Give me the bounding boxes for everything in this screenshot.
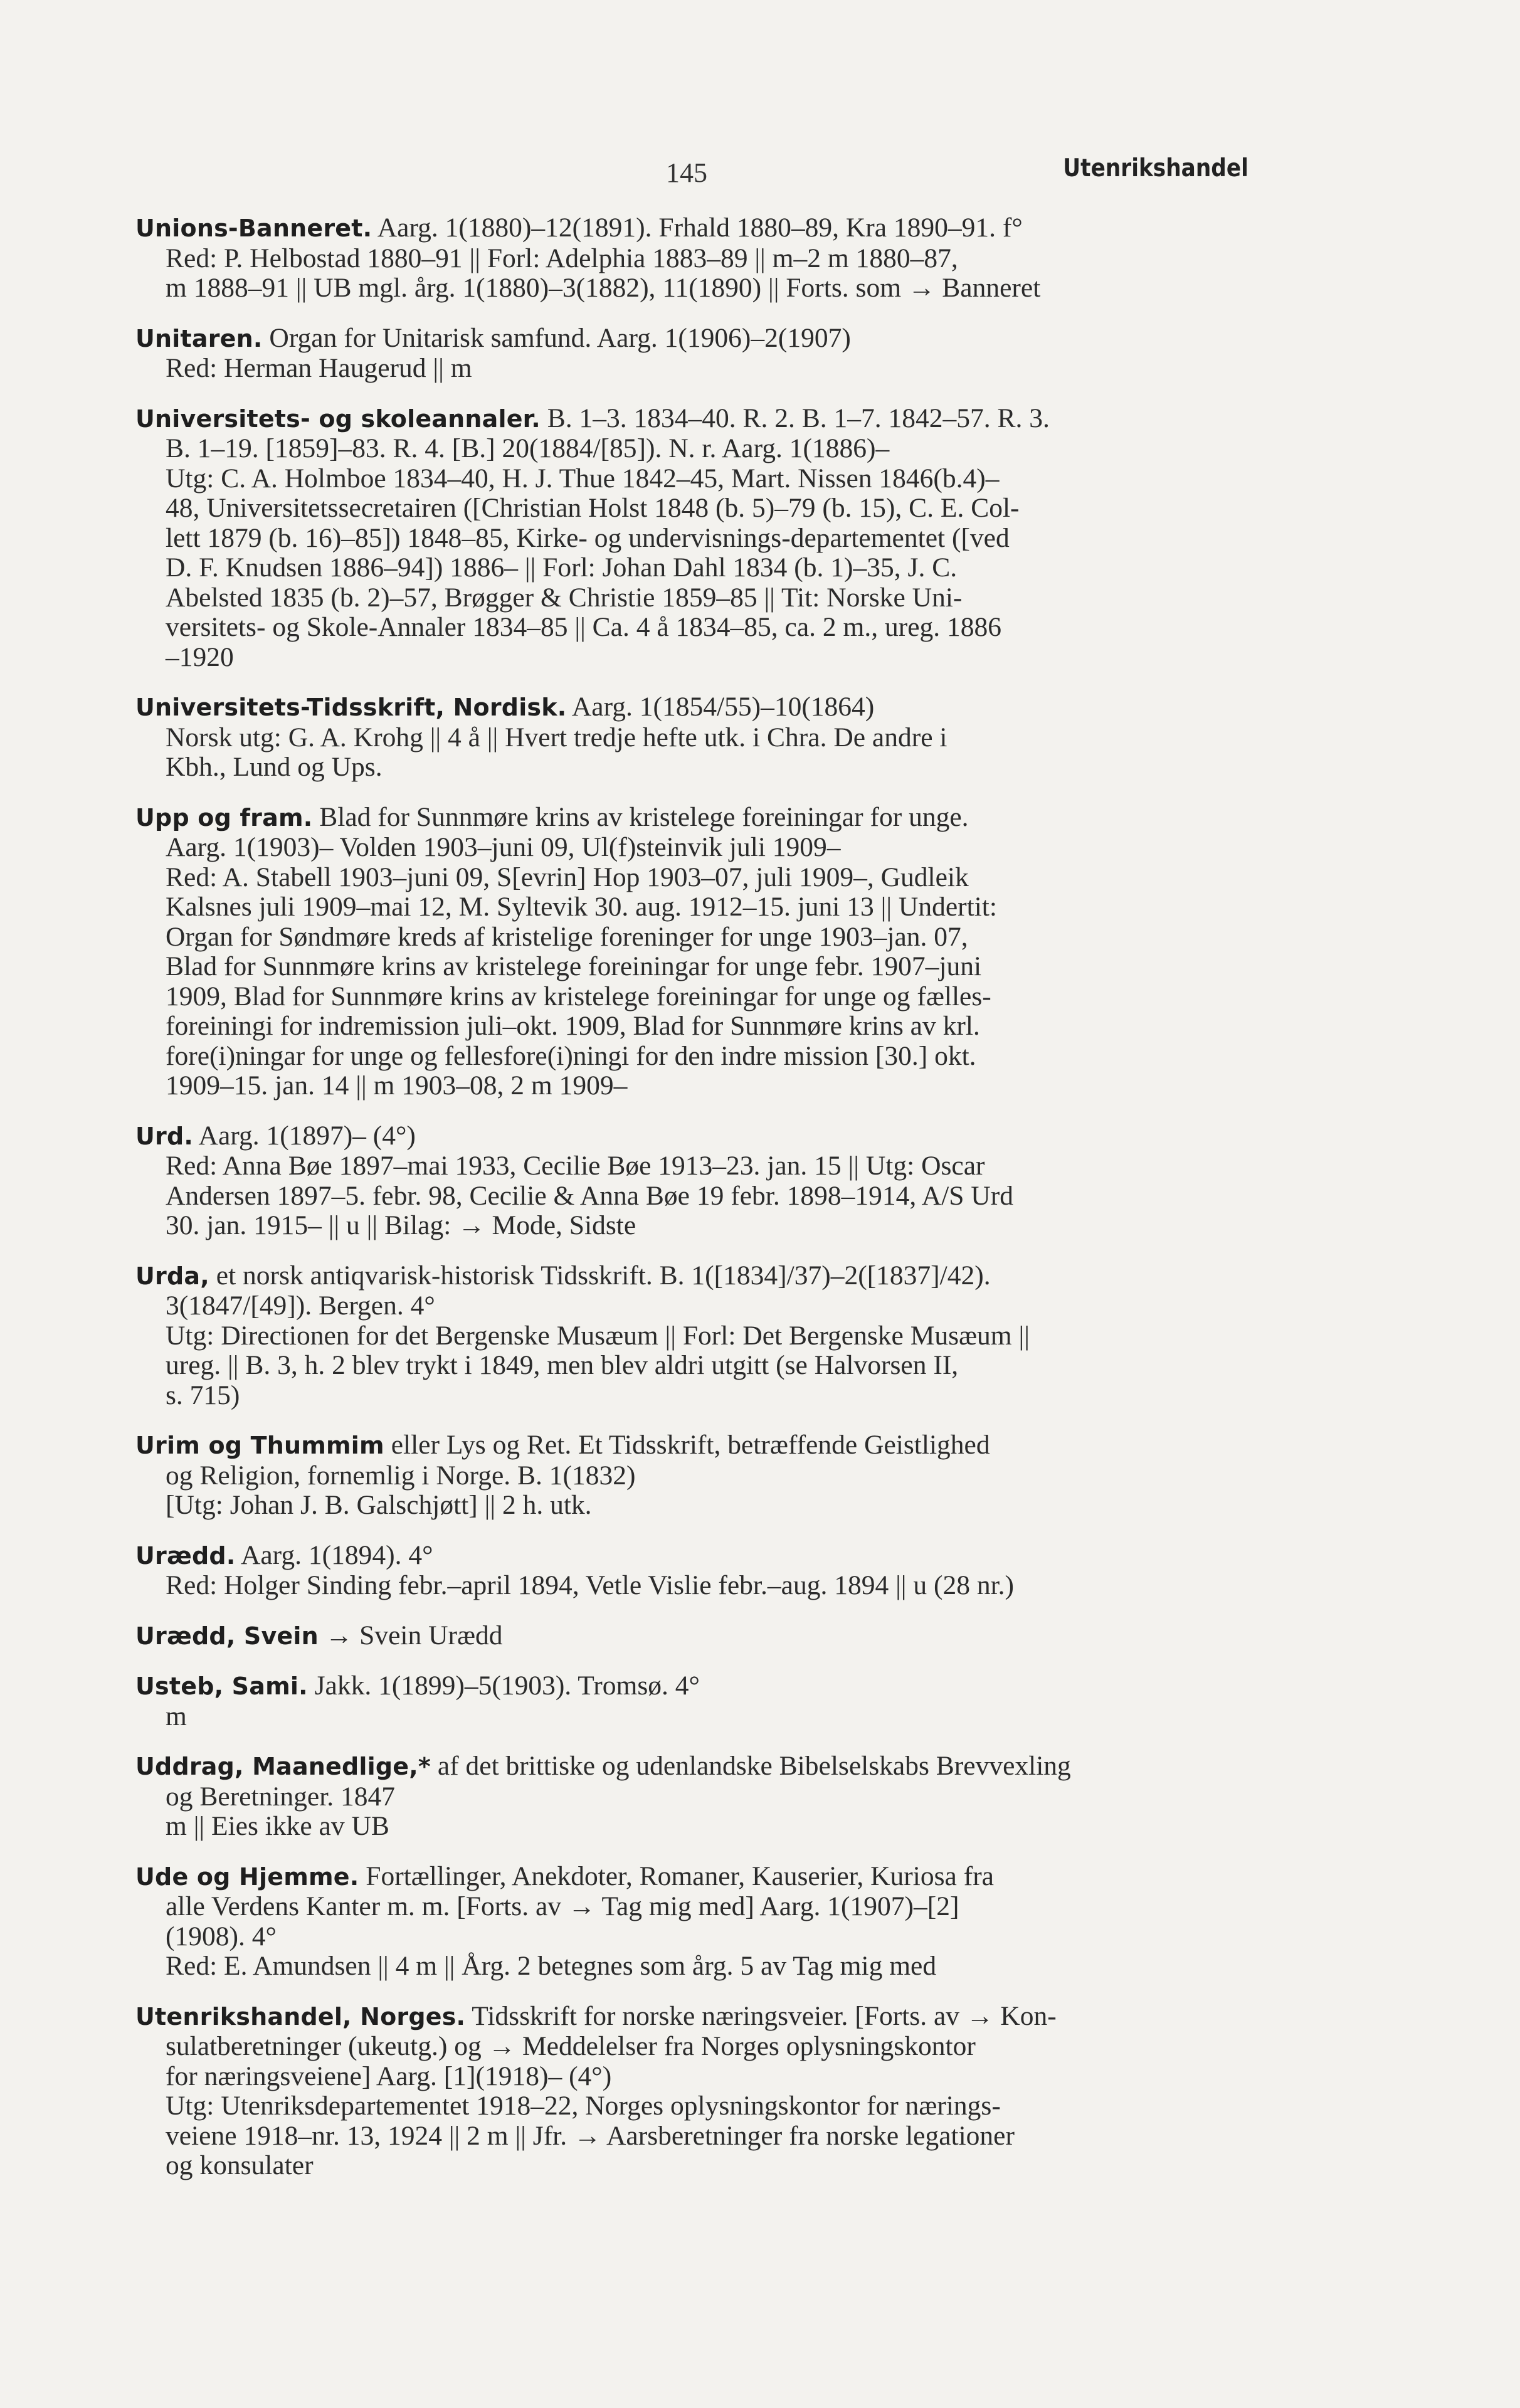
catalog-entry: [135, 1121, 1245, 1241]
entry-first-line: [135, 1671, 1245, 1702]
entry-line: D. F. Knudsen 1886–94]) 1886– || Forl: Johan Dahl 1834 (b. 1)–35, J. C.: [166, 552, 958, 583]
entry-first-text: Aarg. 1(1894). 4°: [240, 1539, 433, 1570]
entry-line: m || Eies ikke av UB: [166, 1811, 389, 1841]
entry-line: Utg: Directionen for det Bergenske Musæum || Forl: Det Bergenske Musæum ||: [166, 1320, 1030, 1351]
entry-line: (1908). 4°: [166, 1921, 277, 1951]
entry-first-text: Organ for Unitarisk samfund. Aarg. 1(1906)–2(1907): [269, 322, 851, 353]
entry-line: Red: A. Stabell 1903–juni 09, S[evrin] Hop 1903–07, juli 1909–, Gudleik: [166, 862, 969, 892]
entry-heading: Usteb, Sami.: [135, 1672, 308, 1700]
entry-line: alle Verdens Kanter m. m. [Forts. av → Tag mig med] Aarg. 1(1907)–[2]: [166, 1891, 959, 1921]
catalog-entry: [135, 404, 1245, 673]
entry-line: Utg: C. A. Holmboe 1834–40, H. J. Thue 1842–45, Mart. Nissen 1846(b.4)–: [166, 463, 1000, 494]
entry-first-text: Aarg. 1(1854/55)–10(1864): [571, 692, 875, 722]
entry-line: Red: E. Amundsen || 4 m || Årg. 2 betegnes som årg. 5 av Tag mig med: [166, 1951, 937, 1981]
entry-first-text: Aarg. 1(1880)–12(1891). Frhald 1880–89, Kra 1890–91. f°: [377, 213, 1023, 243]
entry-first-line: [135, 803, 1245, 833]
entry-first-line: [135, 213, 1245, 244]
entry-first-text: Aarg. 1(1897)– (4°): [198, 1120, 416, 1151]
entry-line: m: [166, 1701, 187, 1731]
entry-line: 1909–15. jan. 14 || m 1903–08, 2 m 1909–: [166, 1070, 628, 1101]
entry-line: Red: Holger Sinding febr.–april 1894, Vetle Vislie febr.–aug. 1894 || u (28 nr.): [166, 1570, 1015, 1600]
entry-line: ureg. || B. 3, h. 2 blev trykt i 1849, men blev aldri utgitt (se Halvorsen II,: [166, 1350, 959, 1380]
entry-first-text: Tidsskrift for norske næringsveier. [Forts. av → Kon-: [472, 2000, 1057, 2031]
entry-heading: Universitets- og skoleannaler.: [135, 404, 541, 433]
entry-first-text: Fortællinger, Anekdoter, Romaner, Kauserier, Kuriosa fra: [366, 1861, 994, 1891]
entry-first-line: [135, 1541, 1245, 1571]
entry-first-line: [135, 1751, 1245, 1782]
entry-line: –1920: [166, 642, 234, 672]
page-number: 145: [666, 157, 707, 188]
catalog-entry: [135, 1671, 1245, 1731]
entry-first-text: et norsk antiqvarisk-historisk Tidsskrift. B. 1([1834]/37)–2([1837]/42).: [216, 1260, 991, 1291]
entry-line: Kalsnes juli 1909–mai 12, M. Syltevik 30. aug. 1912–15. juni 13 || Undertit:: [166, 892, 997, 922]
catalog-entry: [135, 1862, 1245, 1982]
entry-first-line: [135, 1621, 1245, 1652]
entry-heading: Uddrag, Maanedlige,*: [135, 1753, 431, 1780]
entry-line: Blad for Sunnmøre krins av kristelege foreiningar for unge febr. 1907–juni: [166, 951, 982, 981]
entry-first-text: → Svein Urædd: [325, 1620, 503, 1650]
entry-heading: Unions-Banneret.: [135, 214, 372, 242]
entry-line: Norsk utg: G. A. Krohg || 4 å || Hvert tredje hefte utk. i Chra. De andre i: [166, 722, 947, 752]
catalog-entry: [135, 2002, 1245, 2181]
entry-line: og Religion, fornemlig i Norge. B. 1(1832): [166, 1460, 636, 1491]
entry-first-line: [135, 692, 1245, 723]
entry-first-line: [135, 2002, 1245, 2032]
entry-heading: Ude og Hjemme.: [135, 1862, 359, 1891]
catalog-entry: [135, 692, 1245, 783]
entry-line: 30. jan. 1915– || u || Bilag: → Mode, Sidste: [166, 1210, 636, 1240]
running-head: Utenrikshandel: [1063, 154, 1248, 182]
entry-first-line: [135, 1862, 1245, 1893]
entry-line: sulatberetninger (ukeutg.) og → Meddelelser fra Norges oplysningskontor: [166, 2031, 976, 2061]
entry-line: 3(1847/[49]). Bergen. 4°: [166, 1291, 435, 1321]
entry-first-text: Jakk. 1(1899)–5(1903). Tromsø. 4°: [314, 1671, 700, 1701]
entry-line: og Beretninger. 1847: [166, 1781, 396, 1812]
entry-list: [135, 213, 1245, 2201]
entry-first-text: Blad for Sunnmøre krins av kristelege foreiningar for unge.: [319, 801, 969, 832]
entry-heading: Urim og Thummim: [135, 1432, 384, 1459]
entry-first-text: af det brittiske og udenlandske Bibelselskabs Brevvexling: [437, 1751, 1071, 1781]
entry-line: s. 715): [166, 1380, 240, 1410]
catalog-entry: [135, 1261, 1245, 1411]
entry-line: Red: P. Helbostad 1880–91 || Forl: Adelphia 1883–89 || m–2 m 1880–87,: [166, 243, 958, 273]
entry-line: lett 1879 (b. 16)–85]) 1848–85, Kirke- og undervisnings-departementet ([ved: [166, 522, 1010, 553]
catalog-entry: [135, 1621, 1245, 1652]
catalog-entry: [135, 1541, 1245, 1601]
entry-line: versitets- og Skole-Annaler 1834–85 || Ca. 4 å 1834–85, ca. 2 m., ureg. 1886: [166, 612, 1002, 642]
catalog-entry: [135, 324, 1245, 384]
entry-line: foreiningi for indremission juli–okt. 1909, Blad for Sunnmøre krins av krl.: [166, 1011, 980, 1041]
entry-heading: Urædd.: [135, 1541, 236, 1570]
catalog-entry: [135, 213, 1245, 304]
entry-first-text: B. 1–3. 1834–40. R. 2. B. 1–7. 1842–57. R. 3.: [547, 403, 1050, 433]
entry-line: B. 1–19. [1859]–83. R. 4. [B.] 20(1884/[85]). N. r. Aarg. 1(1886)–: [166, 433, 890, 463]
catalog-entry: [135, 803, 1245, 1101]
entry-heading: Utenrikshandel, Norges.: [135, 2002, 466, 2030]
entry-line: veiene 1918–nr. 13, 1924 || 2 m || Jfr. → Aarsberetninger fra norske legationer: [166, 2120, 1015, 2151]
catalog-entry: [135, 1430, 1245, 1521]
entry-line: Andersen 1897–5. febr. 98, Cecilie & Anna Bøe 19 febr. 1898–1914, A/S Urd: [166, 1180, 1013, 1211]
entry-line: Abelsted 1835 (b. 2)–57, Brøgger & Christie 1859–85 || Tit: Norske Uni-: [166, 582, 963, 613]
entry-line: [Utg: Johan J. B. Galschjøtt] || 2 h. utk.: [166, 1490, 592, 1520]
entry-heading: Unitaren.: [135, 324, 263, 352]
catalog-entry: [135, 1751, 1245, 1842]
entry-first-line: [135, 1261, 1245, 1292]
entry-first-text: eller Lys og Ret. Et Tidsskrift, betræffende Geistlighed: [391, 1430, 990, 1460]
entry-line: Kbh., Lund og Ups.: [166, 752, 383, 782]
entry-line: 1909, Blad for Sunnmøre krins av kristelege foreiningar for unge og fælles-: [166, 981, 991, 1011]
entry-heading: Universitets-Tidsskrift, Nordisk.: [135, 694, 567, 721]
entry-first-line: [135, 324, 1245, 354]
entry-line: Organ for Søndmøre kreds af kristelige foreninger for unge 1903–jan. 07,: [166, 921, 968, 952]
entry-heading: Upp og fram.: [135, 803, 313, 832]
entry-line: 48, Universitetssecretairen ([Christian Holst 1848 (b. 5)–79 (b. 15), C. E. Col-: [166, 493, 1020, 523]
entry-line: Red: Herman Haugerud || m: [166, 353, 472, 383]
entry-first-line: [135, 1430, 1245, 1461]
entry-heading: Urædd, Svein: [135, 1622, 319, 1650]
entry-line: fore(i)ningar for unge og fellesfore(i)ningi for den indre mission [30.] okt.: [166, 1040, 976, 1071]
entry-line: for næringsveiene] Aarg. [1](1918)– (4°): [166, 2061, 612, 2091]
entry-line: Utg: Utenriksdepartementet 1918–22, Norges oplysningskontor for nærings-: [166, 2091, 1001, 2121]
entry-line: Aarg. 1(1903)– Volden 1903–juni 09, Ul(f)steinvik juli 1909–: [166, 832, 841, 862]
entry-heading: Urda,: [135, 1262, 209, 1290]
entry-line: Red: Anna Bøe 1897–mai 1933, Cecilie Bøe 1913–23. jan. 15 || Utg: Oscar: [166, 1151, 985, 1181]
entry-first-line: [135, 1121, 1245, 1152]
entry-first-line: [135, 404, 1245, 435]
entry-heading: Urd.: [135, 1122, 194, 1150]
entry-line: m 1888–91 || UB mgl. årg. 1(1880)–3(1882), 11(1890) || Forts. som → Banneret: [166, 273, 1041, 303]
entry-line: og konsulater: [166, 2150, 314, 2180]
